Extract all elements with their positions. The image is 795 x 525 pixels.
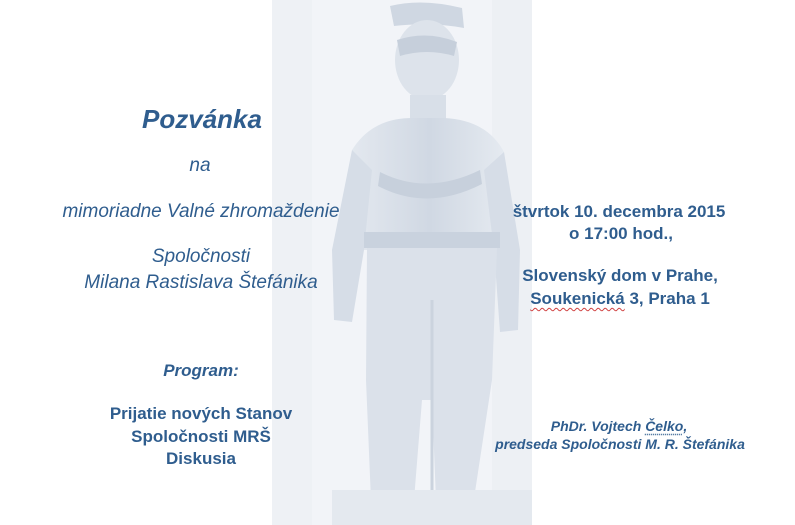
program-item-1: Prijatie nových Stanov (109, 404, 293, 423)
venue-line-1: Slovenský dom v Prahe, (522, 266, 718, 285)
statue-photo (272, 0, 532, 525)
signature-line-1 (551, 418, 687, 434)
word-na: na (189, 155, 211, 176)
venue-line-2 (530, 289, 710, 309)
event-date-text: štvrtok 10. decembra 2015 (512, 202, 726, 221)
signature-name: Čelko (645, 418, 684, 434)
venue-street: Soukenická (530, 289, 625, 308)
event-date (513, 202, 726, 222)
invitation-title: Pozvánka (142, 104, 262, 134)
program-heading: Program: (163, 361, 239, 380)
event-name: mimoriadne Valné zhromaždenie (62, 201, 340, 222)
signature-prefix: PhDr. Vojtech (550, 418, 646, 434)
organization-line-1: Spoločnosti (151, 246, 251, 267)
organization-line-2: Milana Rastislava Štefánika (84, 272, 318, 293)
program-item-2: Spoločnosti MRŠ (131, 427, 271, 446)
venue-rest: 3, Praha 1 (624, 289, 710, 308)
signature-comma: , (683, 418, 688, 434)
signature-line-2: predseda Spoločnosti M. R. Štefánika (495, 436, 745, 452)
event-time: o 17:00 hod., (569, 224, 673, 243)
program-item-3: Diskusia (166, 449, 236, 468)
